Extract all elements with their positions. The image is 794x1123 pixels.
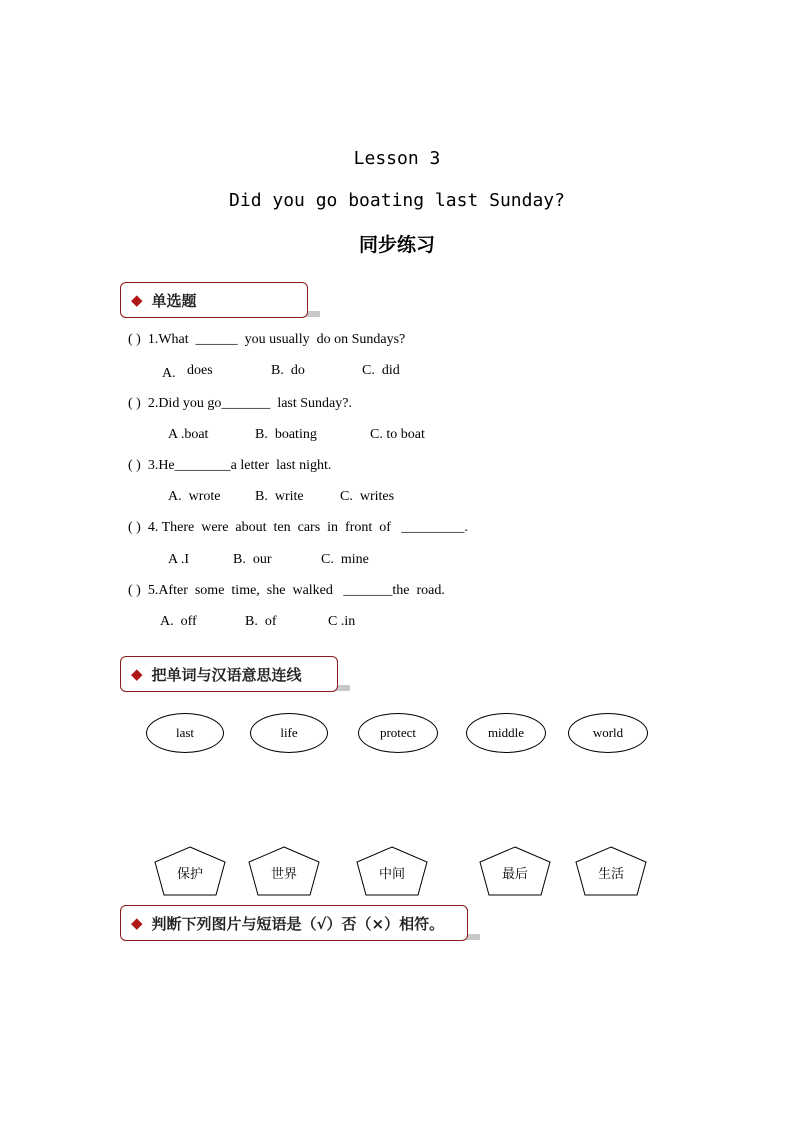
meaning-text: 中间	[378, 867, 405, 882]
word-text: life	[280, 725, 298, 740]
question-3: ( ) 3.He________a letter last night.	[128, 458, 332, 473]
section-label: 判断下列图片与短语是（√）否（×）相符。	[151, 914, 445, 933]
question-2: ( ) 2.Did you go_______ last Sunday?.	[128, 396, 352, 411]
question-4: ( ) 4. There were about ten cars in front of _________.	[128, 520, 468, 535]
word-text: middle	[487, 725, 525, 740]
meaning-pentagon-last[interactable]	[479, 846, 551, 896]
word-text: protect	[379, 725, 417, 740]
option-1c: C. did	[362, 363, 400, 378]
meaning-pentagon-middle[interactable]	[356, 846, 428, 896]
word-oval-life[interactable]	[250, 713, 328, 753]
option-4c: C. mine	[321, 552, 369, 567]
section-single-choice	[120, 282, 308, 318]
question-1: ( ) 1.What ______ you usually do on Sundays?	[128, 332, 406, 347]
lesson-title: Lesson 3	[353, 148, 441, 169]
meaning-text: 最后	[501, 867, 528, 882]
option-4b: B. our	[233, 552, 272, 567]
word-oval-last[interactable]	[146, 713, 224, 753]
option-4a: A .I	[168, 552, 189, 567]
meaning-pentagon-world[interactable]	[248, 846, 320, 896]
word-text: world	[592, 725, 624, 740]
diamond-icon: ◆	[131, 665, 143, 683]
section-matching	[120, 656, 338, 692]
option-1b: B. do	[271, 363, 305, 378]
section-true-false	[120, 905, 468, 941]
word-oval-middle[interactable]	[466, 713, 546, 753]
section-label: 单选题	[151, 291, 197, 310]
option-5c: C .in	[328, 614, 356, 629]
word-oval-protect[interactable]	[358, 713, 438, 753]
option-2b: B. boating	[255, 427, 317, 442]
option-2a: A .boat	[168, 427, 209, 442]
meaning-pentagon-life[interactable]	[575, 846, 647, 896]
section-label: 把单词与汉语意思连线	[151, 665, 302, 684]
option-3b: B. write	[255, 489, 304, 504]
lesson-subtitle: Did you go boating last Sunday?	[229, 190, 565, 211]
word-text: last	[175, 725, 195, 740]
meaning-pentagon-protect[interactable]	[154, 846, 226, 896]
word-oval-world[interactable]	[568, 713, 648, 753]
practice-heading: 同步练习	[358, 234, 435, 256]
meaning-text: 生活	[597, 867, 624, 882]
option-3c: C. writes	[340, 489, 395, 504]
meaning-text: 保护	[176, 867, 203, 882]
diamond-icon: ◆	[131, 914, 143, 932]
diamond-icon: ◆	[131, 291, 143, 309]
option-1a-text: does	[187, 363, 213, 378]
option-2c: C. to boat	[370, 427, 425, 442]
option-5b: B. of	[245, 614, 277, 629]
meaning-text: 世界	[270, 867, 297, 882]
option-3a: A. wrote	[168, 489, 221, 504]
question-5: ( ) 5.After some time, she walked _______the road.	[128, 583, 445, 598]
option-5a: A. off	[160, 614, 197, 629]
option-1a-label: A.	[162, 366, 176, 381]
